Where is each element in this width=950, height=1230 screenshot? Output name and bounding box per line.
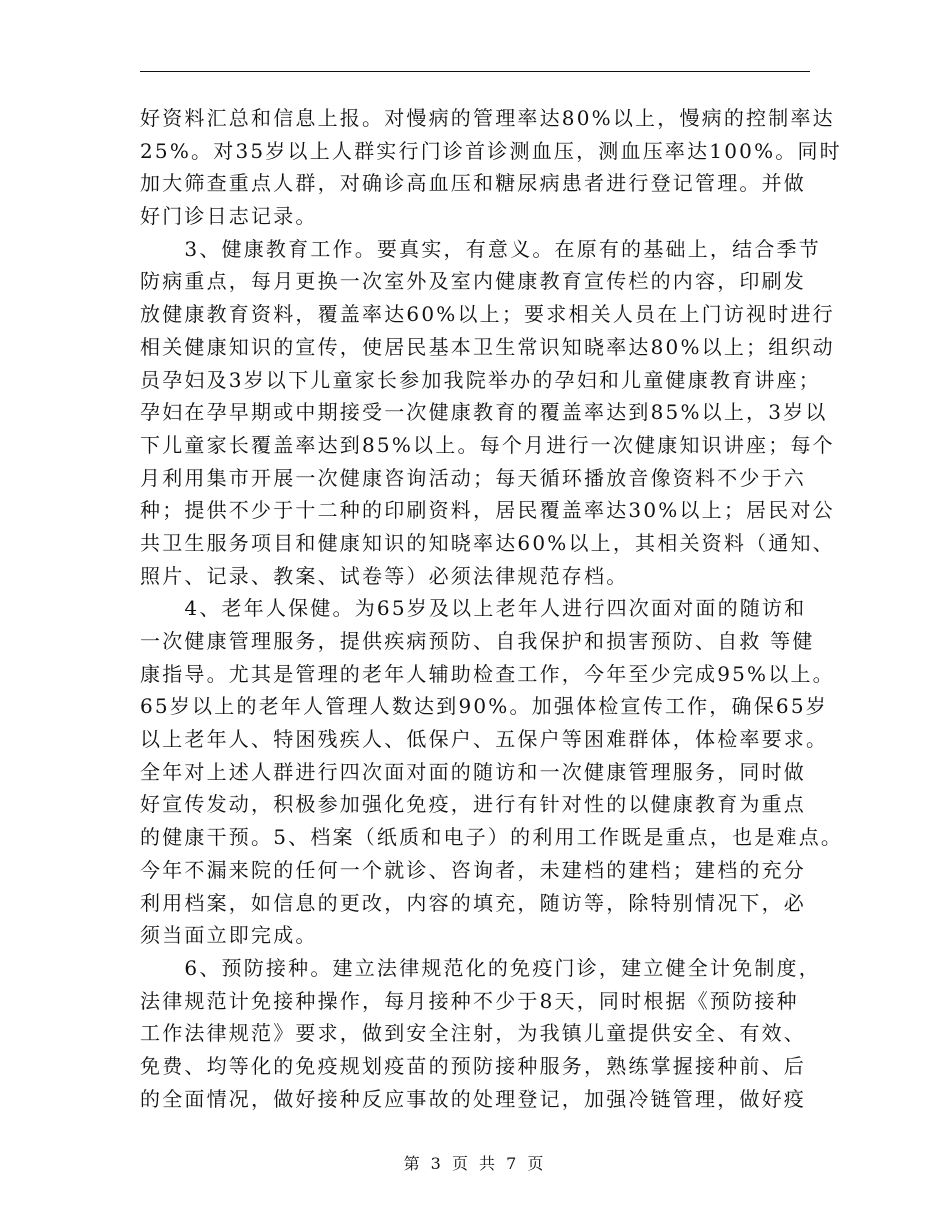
text-line: 3、健康教育工作。要真实，有意义。在原有的基础上，结合季节 xyxy=(140,236,821,261)
text-line: 孕妇在孕早期或中期接受一次健康教育的覆盖率达到85%以上，3岁以 xyxy=(140,400,828,425)
text-line: 月利用集市开展一次健康咨询活动；每天循环播放音像资料不少于六 xyxy=(140,465,806,490)
text-line: 6、预防接种。建立法律规范化的免疫门诊，建立健全计免制度， xyxy=(140,955,821,980)
text-line: 法律规范计免接种操作，每月接种不少于8天，同时根据《预防接种 xyxy=(140,988,799,1013)
text-line: 利用档案，如信息的更改，内容的填充，随访等，除特别情况下，必 xyxy=(140,890,806,915)
text-line: 下儿童家长覆盖率达到85%以上。每个月进行一次健康知识讲座；每个 xyxy=(140,432,835,457)
text-line: 加大筛查重点人群，对确诊高血压和糖尿病患者进行登记管理。并做 xyxy=(140,171,806,196)
text-line: 好宣传发动，积极参加强化免疫，进行有针对性的以健康教育为重点 xyxy=(140,792,806,817)
text-line: 种；提供不少于十二种的印刷资料，居民覆盖率达30%以上；居民对公 xyxy=(140,498,835,523)
text-line: 今年不漏来院的任何一个就诊、咨询者，未建档的建档；建档的充分 xyxy=(140,857,806,882)
text-line: 4、老年人保健。为65岁及以上老年人进行四次面对面的随访和 xyxy=(140,596,807,621)
text-line: 25%。对35岁以上人群实行门诊首诊测血压，测血压率达100%。同时 xyxy=(140,138,842,163)
text-line: 好资料汇总和信息上报。对慢病的管理率达80%以上，慢病的控制率达 xyxy=(140,106,835,130)
text-line: 65岁以上的老年人管理人数达到90%。加强体检宣传工作，确保65岁 xyxy=(140,694,828,719)
text-line: 照片、记录、教案、试卷等）必须法律规范存档。 xyxy=(140,563,629,588)
text-line: 相关健康知识的宣传，使居民基本卫生常识知晓率达80%以上；组织动 xyxy=(140,334,835,359)
text-line: 的健康干预。5、档案（纸质和电子）的利用工作既是重点，也是难点。 xyxy=(140,825,844,850)
text-line: 好门诊日志记录。 xyxy=(140,204,318,229)
text-line: 一次健康管理服务，提供疾病预防、自我保护和损害预防、自救 等健 xyxy=(140,629,815,653)
text-line: 须当面立即完成。 xyxy=(140,923,318,948)
text-line: 放健康教育资料，覆盖率达60%以上；要求相关人员在上门访视时进行 xyxy=(140,302,835,327)
header-rule xyxy=(140,71,810,72)
text-line: 免费、均等化的免疫规划疫苗的预防接种服务，熟练掌握接种前、后 xyxy=(140,1053,806,1078)
text-line: 员孕妇及3岁以下儿童家长参加我院举办的孕妇和儿童健康教育讲座； xyxy=(140,367,821,392)
text-line: 康指导。尤其是管理的老年人辅助检查工作，今年至少完成95%以上。 xyxy=(140,661,835,686)
text-line: 全年对上述人群进行四次面对面的随访和一次健康管理服务，同时做 xyxy=(140,759,806,784)
page-number: 第 3 页 共 7 页 xyxy=(403,1154,547,1173)
text-line: 防病重点，每月更换一次室外及室内健康教育宣传栏的内容，印刷发 xyxy=(140,269,806,294)
document-body xyxy=(140,102,844,1115)
text-line: 以上老年人、特困残疾人、低保户、五保户等困难群体，体检率要求。 xyxy=(140,727,829,752)
text-line: 工作法律规范》要求，做到安全注射，为我镇儿童提供安全、有效、 xyxy=(140,1021,806,1046)
text-line: 共卫生服务项目和健康知识的知晓率达60%以上，其相关资料（通知、 xyxy=(140,530,835,555)
text-line: 的全面情况，做好接种反应事故的处理登记，加强冷链管理，做好疫 xyxy=(140,1086,806,1111)
